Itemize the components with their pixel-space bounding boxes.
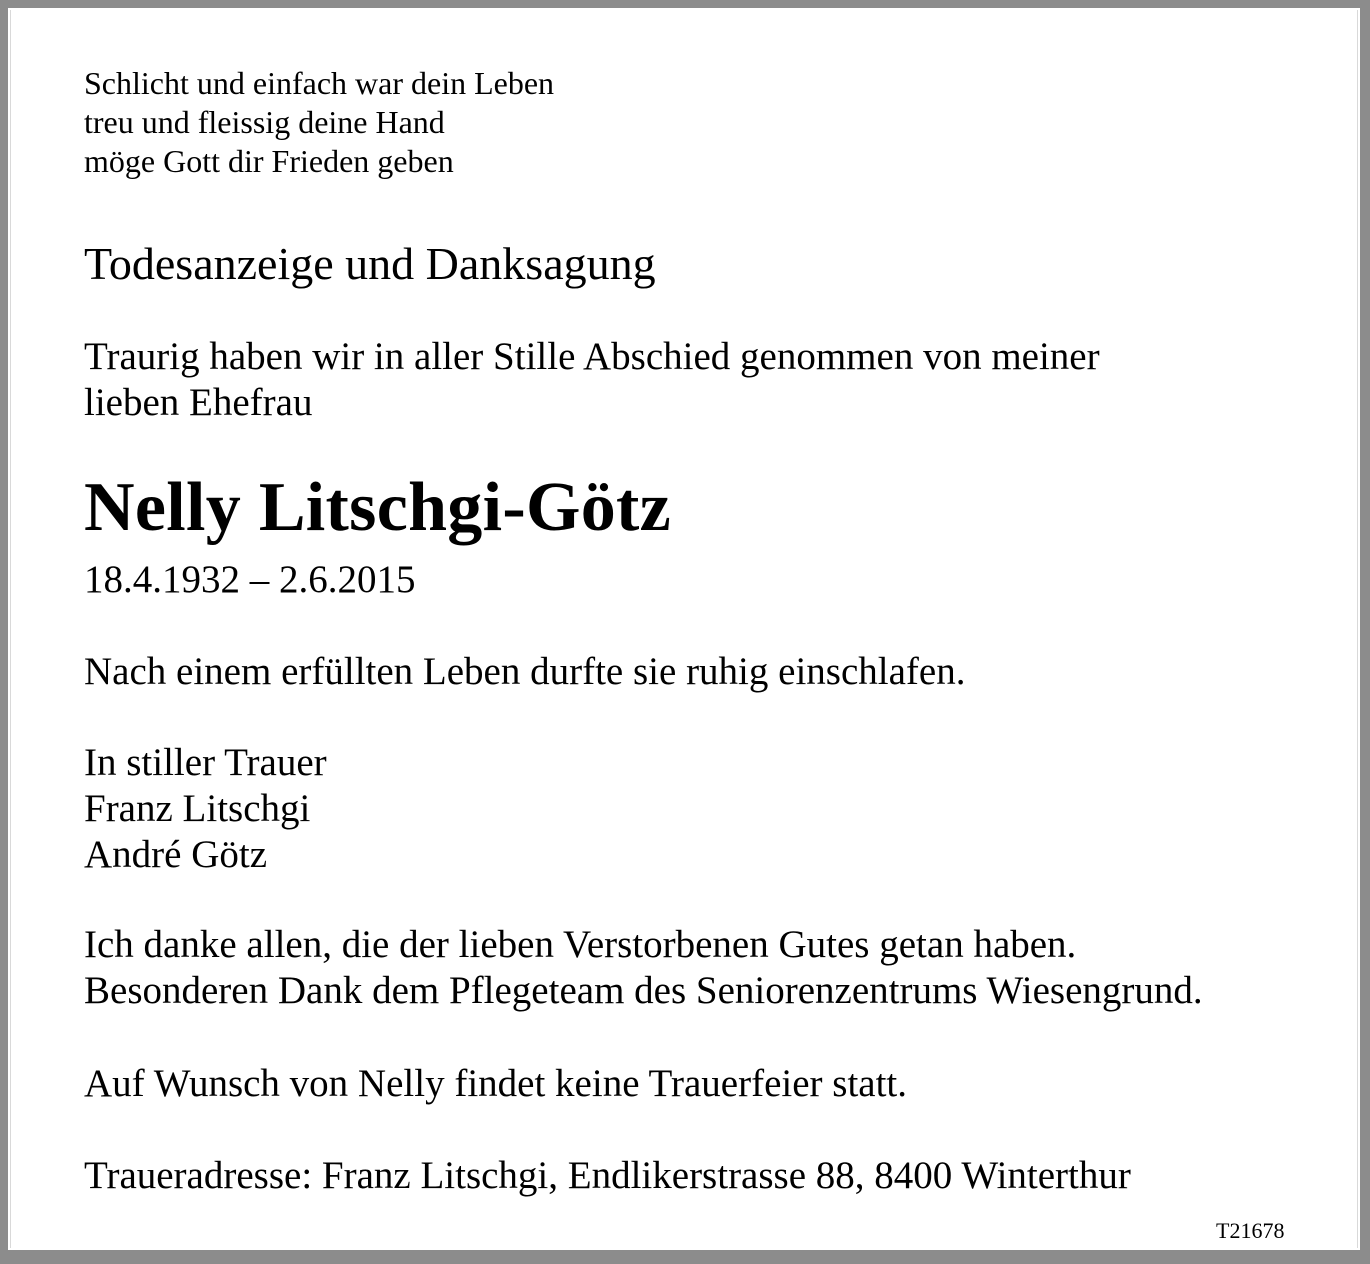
mourner-name: André Götz <box>84 833 268 876</box>
poem-line-3: möge Gott dir Frieden geben <box>84 143 454 179</box>
ad-code: T21678 <box>1216 1218 1285 1243</box>
notice-title: Todesanzeige und Danksagung <box>84 238 656 289</box>
thanks-text <box>84 922 1203 1014</box>
poem-line-2: treu und fleissig deine Hand <box>84 104 445 140</box>
mourners-block <box>84 740 327 878</box>
ceremony-note: Auf Wunsch von Nelly findet keine Trauerfeier statt. <box>84 1062 908 1105</box>
thanks-line-2: Besonderen Dank dem Pflegeteam des Seniorenzentrums Wiesengrund. <box>84 969 1203 1012</box>
life-dates: 18.4.1932 – 2.6.2015 <box>84 558 416 601</box>
intro-line-1: Traurig haben wir in aller Stille Abschied genommen von meiner <box>84 335 1100 378</box>
intro-line-2: lieben Ehefrau <box>84 381 313 424</box>
thanks-line-1: Ich danke allen, die der lieben Verstorbenen Gutes getan haben. <box>84 923 1077 966</box>
mourner-name: Franz Litschgi <box>84 787 311 830</box>
passing-text: Nach einem erfüllten Leben durfte sie ruhig einschlafen. <box>84 650 966 693</box>
poem-verse <box>84 64 554 181</box>
deceased-name: Nelly Litschgi-Götz <box>84 469 671 546</box>
mourners-heading: In stiller Trauer <box>84 741 327 784</box>
poem-line-1: Schlicht und einfach war dein Leben <box>84 65 555 101</box>
mourning-address: Traueradresse: Franz Litschgi, Endlikerstrasse 88, 8400 Winterthur <box>84 1154 1131 1197</box>
intro-text <box>84 334 1100 426</box>
